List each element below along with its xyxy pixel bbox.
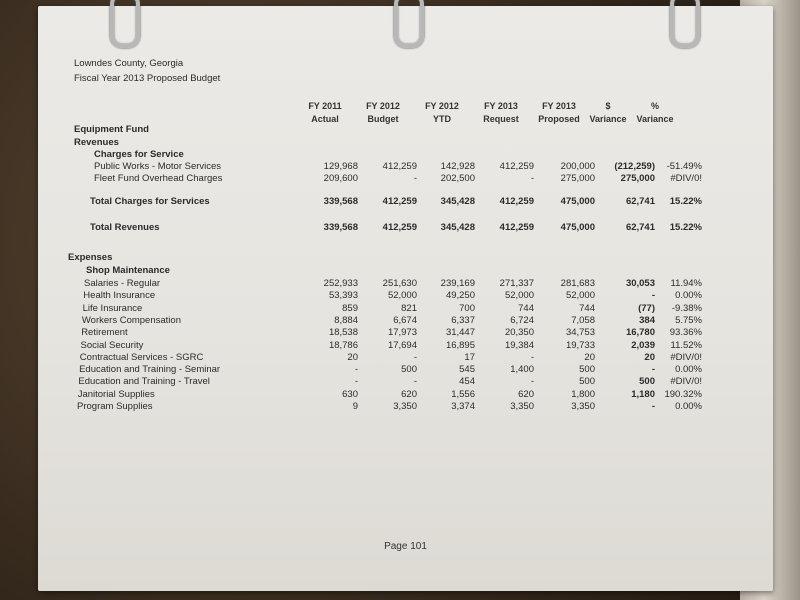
revenues-label: Revenues <box>74 137 119 148</box>
cell-value: - <box>354 364 358 376</box>
cell-value: - <box>413 173 417 184</box>
cell-value: 1,800 <box>571 388 595 400</box>
cell-value: 500 <box>639 376 655 388</box>
cell-value: 6,337 <box>451 314 475 326</box>
cell-value: - <box>413 376 417 388</box>
cell-value: 252,933 <box>323 278 358 289</box>
cell-value: 20 <box>584 351 595 363</box>
cell-value: 9 <box>352 401 358 412</box>
cell-value: 700 <box>459 302 475 314</box>
cell-value: 1,400 <box>510 364 534 376</box>
cell-value: 16,895 <box>445 339 475 351</box>
cell-value: 20,350 <box>504 327 534 339</box>
table-row <box>38 278 773 290</box>
cell-value: 6,674 <box>393 314 417 326</box>
cell-value: 3,350 <box>571 401 595 412</box>
cell-value: (212,259) <box>614 161 655 172</box>
cell-value: 17 <box>464 351 475 363</box>
cell-value: 271,337 <box>499 278 534 289</box>
cell-value: 8,884 <box>334 314 358 326</box>
cell-value: 3,350 <box>510 401 534 412</box>
column-header: % Variance <box>636 101 674 124</box>
cell-value: 620 <box>518 388 534 400</box>
cell-value: 34,753 <box>565 327 595 339</box>
cell-value: 251,630 <box>382 278 417 289</box>
table-row <box>38 389 773 401</box>
cell-value: 190.32% <box>664 388 702 400</box>
cell-value: 0.00% <box>675 401 702 412</box>
binder-ring <box>394 0 424 48</box>
column-header: FY 2013 Proposed <box>538 101 580 124</box>
cell-value: 18,786 <box>328 339 358 351</box>
cell-value: 30,053 <box>625 278 655 289</box>
row-label: Social Security <box>80 339 144 351</box>
column-header: FY 2012 Budget <box>366 101 400 124</box>
cell-value: - <box>651 290 655 302</box>
cell-value: 500 <box>579 376 595 388</box>
cell-value: 129,968 <box>323 161 358 172</box>
cell-value: 744 <box>518 302 534 314</box>
cell-value: 93.36% <box>669 327 702 339</box>
row-label: Program Supplies <box>77 401 153 412</box>
cell-value: 0.00% <box>675 290 702 302</box>
cell-value: 545 <box>459 364 475 376</box>
cell-value: 3,350 <box>393 401 417 412</box>
budget-page <box>38 6 773 591</box>
cell-value: 630 <box>342 388 358 400</box>
cell-value: #DIV/0! <box>670 351 702 363</box>
shop-maintenance-label: Shop Maintenance <box>86 265 170 276</box>
cell-value: 19,733 <box>565 339 595 351</box>
cell-value: 20 <box>644 351 655 363</box>
table-row <box>38 290 773 302</box>
cell-value: 200,000 <box>560 161 595 172</box>
cell-value: 1,180 <box>631 388 655 400</box>
cell-value: 53,393 <box>328 290 358 302</box>
row-label: Life Insurance <box>82 302 143 314</box>
cell-value: 454 <box>459 376 475 388</box>
cell-value: - <box>651 364 655 376</box>
cell-value: 384 <box>639 314 655 326</box>
table-row <box>38 315 773 327</box>
binder-ring <box>670 0 700 48</box>
row-label: Education and Training - Seminar <box>79 364 221 376</box>
cell-value: 52,000 <box>565 290 595 302</box>
cell-value: - <box>651 401 655 412</box>
column-header: $ Variance <box>589 101 627 124</box>
table-row <box>38 401 773 413</box>
page-number: Page 101 <box>384 541 427 552</box>
fund-label: Equipment Fund <box>74 124 149 135</box>
cell-value: - <box>530 376 534 388</box>
cell-value: 209,600 <box>323 173 358 184</box>
cell-value: 859 <box>342 302 358 314</box>
row-label: Contractual Services - SGRC <box>79 351 204 363</box>
cell-value: 11.94% <box>670 278 702 289</box>
cell-value: 281,683 <box>560 278 595 289</box>
cell-value: (77) <box>638 302 655 314</box>
cell-value: 821 <box>401 302 417 314</box>
cell-value: 5.75% <box>675 314 702 326</box>
cell-value: 18,538 <box>328 327 358 339</box>
row-label: Public Works - Motor Services <box>94 161 222 172</box>
cell-value: #DIV/0! <box>670 173 702 184</box>
cell-value: 6,724 <box>510 314 534 326</box>
cell-value: 1,556 <box>451 388 475 400</box>
total-revenues-row: Total Revenues 339,568 412,259 345,428 412,259 475,000 62,741 15.22% <box>90 222 702 233</box>
total-charges-row: Total Charges for Services 339,568 412,259 345,428 412,259 475,000 62,741 15.22% <box>90 196 702 207</box>
cell-value: 275,000 <box>620 173 655 184</box>
cell-value: 412,259 <box>382 161 417 172</box>
cell-value: - <box>413 351 417 363</box>
cell-value: 19,384 <box>504 339 534 351</box>
row-label: Education and Training - Travel <box>78 376 210 388</box>
cell-value: 500 <box>401 364 417 376</box>
expenses-label: Expenses <box>68 252 113 263</box>
cell-value: 11.52% <box>670 339 702 351</box>
table-row <box>38 303 773 315</box>
table-row <box>38 161 773 173</box>
row-label: Workers Compensation <box>81 314 181 326</box>
row-label: Retirement <box>81 327 128 339</box>
cell-value: 744 <box>579 302 595 314</box>
county-title: Lowndes County, Georgia <box>74 58 184 69</box>
cell-value: 142,928 <box>440 161 475 172</box>
cell-value: 0.00% <box>675 364 702 376</box>
cell-value: 500 <box>579 364 595 376</box>
budget-title: Fiscal Year 2013 Proposed Budget <box>74 73 221 84</box>
cell-value: - <box>354 376 358 388</box>
row-label: Health Insurance <box>83 290 156 302</box>
cell-value: 202,500 <box>440 173 475 184</box>
table-row <box>38 340 773 352</box>
row-label: Janitorial Supplies <box>77 388 155 400</box>
cell-value: 239,169 <box>440 278 475 289</box>
cell-value: 17,694 <box>387 339 417 351</box>
cell-value: 412,259 <box>499 161 534 172</box>
cell-value: 2,039 <box>631 339 655 351</box>
column-header: FY 2013 Request <box>483 101 519 124</box>
row-label: Salaries - Regular <box>84 278 161 289</box>
table-row <box>38 327 773 339</box>
cell-value: -9.38% <box>671 302 702 314</box>
cell-value: 20 <box>347 351 358 363</box>
table-row <box>38 352 773 364</box>
column-header: FY 2011 Actual <box>308 101 342 124</box>
charges-label: Charges for Service <box>94 149 184 160</box>
table-row <box>38 173 773 185</box>
cell-value: #DIV/0! <box>670 376 702 388</box>
table-row <box>38 376 773 388</box>
binder-ring <box>110 0 140 48</box>
cell-value: 7,058 <box>571 314 595 326</box>
cell-value: 275,000 <box>560 173 595 184</box>
cell-value: 49,250 <box>445 290 475 302</box>
table-row <box>38 364 773 376</box>
cell-value: 16,780 <box>625 327 655 339</box>
cell-value: 31,447 <box>445 327 475 339</box>
cell-value: 52,000 <box>387 290 417 302</box>
column-header: FY 2012 YTD <box>425 101 459 124</box>
cell-value: 620 <box>401 388 417 400</box>
cell-value: - <box>530 351 534 363</box>
cell-value: - <box>530 173 534 184</box>
cell-value: -51.49% <box>666 161 702 172</box>
cell-value: 17,973 <box>387 327 417 339</box>
cell-value: 3,374 <box>451 401 475 412</box>
row-label: Fleet Fund Overhead Charges <box>94 173 223 184</box>
cell-value: 52,000 <box>504 290 534 302</box>
